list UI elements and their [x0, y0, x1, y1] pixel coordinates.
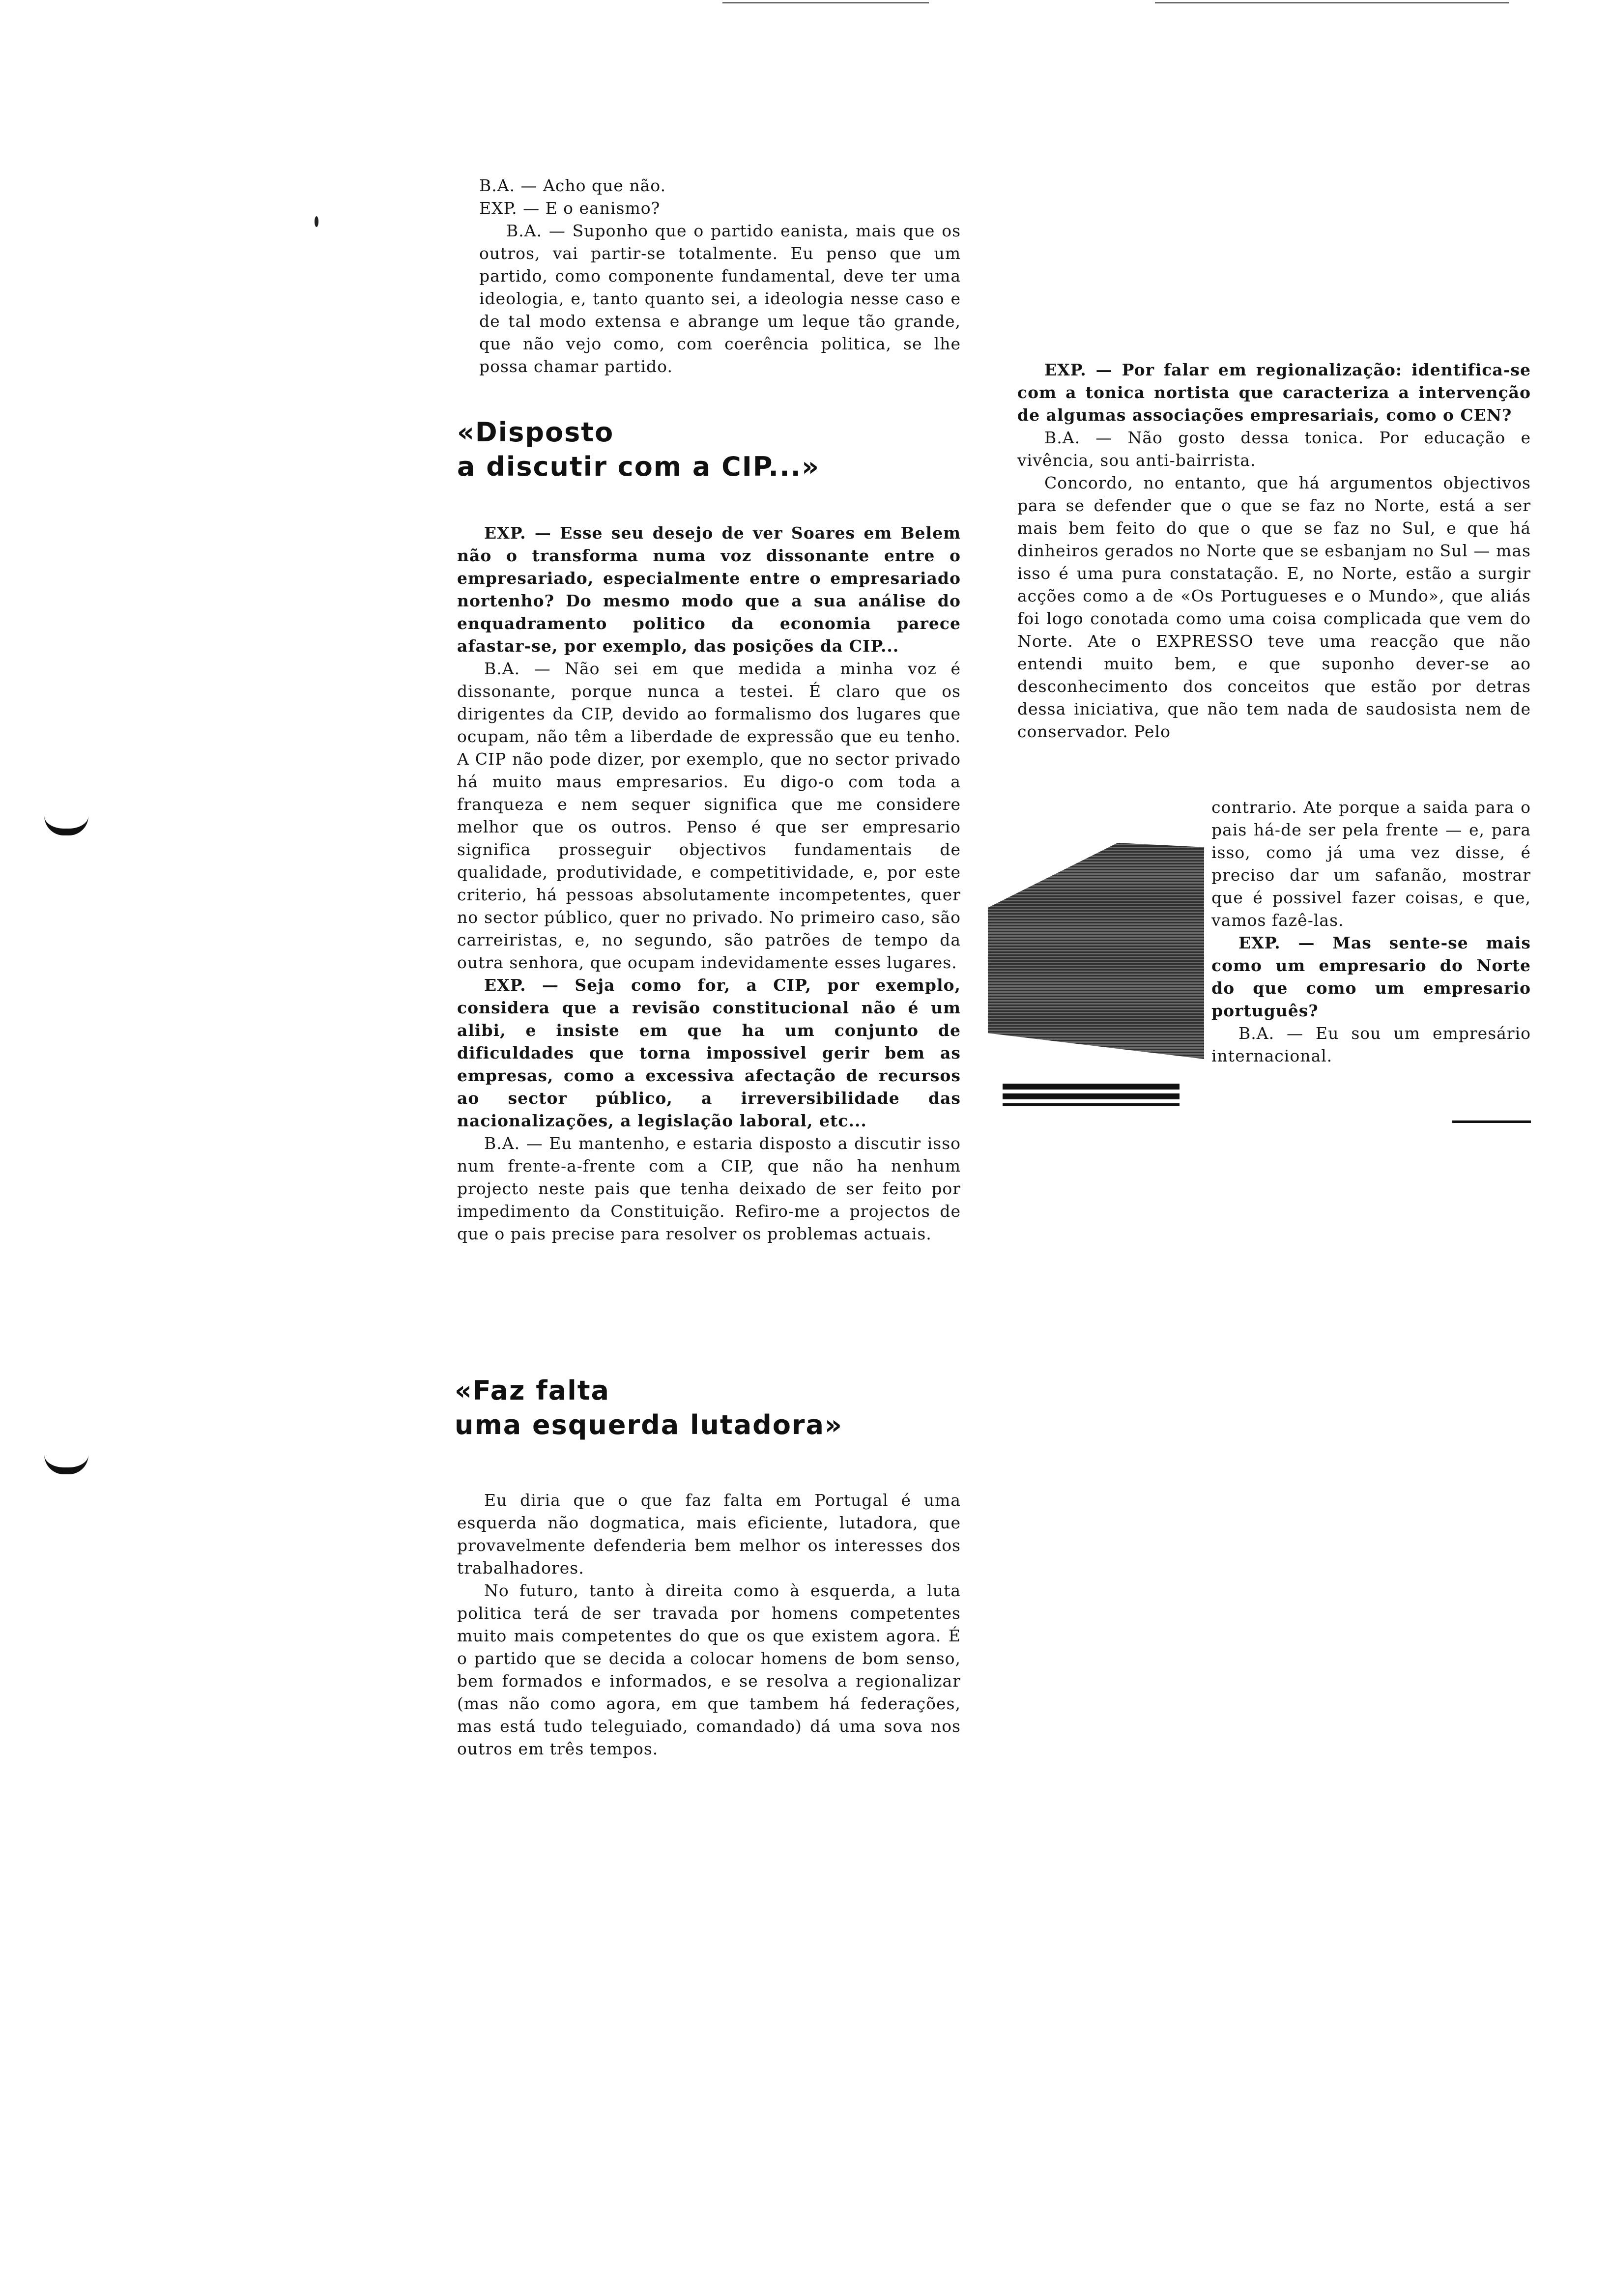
photo-rule	[1003, 1103, 1180, 1106]
heading-line: uma esquerda lutadora»	[455, 1409, 843, 1440]
paragraph: No futuro, tanto à direita como à esquerda, a luta politica terá de ser travada por homens competentes muito mais competentes do que os que existem agora. É o partido que se decida a colocar homens de bom senso, bem formados e informados, e se resolva a regionalizar (mas não como agora, em que tambem há federações, mas está tudo teleguiado, comandado) dá uma sova nos outros em três tempos.	[457, 1581, 961, 1758]
section-heading-esquerda	[455, 1374, 946, 1442]
paragraph: B.A. — Acho que não.	[479, 176, 666, 195]
paragraph-answer: B.A. — Não gosto dessa tonica. Por educação e vivência, sou anti-bairrista.	[1017, 428, 1531, 470]
heading-line: «Disposto	[457, 417, 614, 448]
paragraph: Concordo, no entanto, que há argumentos objectivos para se defender que o que se faz no Norte, está a ser mais bem feito do que o que se faz no Sul, e que há dinheiros gerados no Norte que se esbanjam no Sul — mas isso é uma pura constatação. E, no Norte, estão a surgir acções como a de «Os Portugueses e o Mundo», que aliás foi logo conotada como uma coisa complicada que vem do Norte. Ate o EXPRESSO teve uma reacção que não entendi muito bem, e que suponho dever-se ao desconhecimento dos conceitos que estão por detras dessa iniciativa, que não tem nada de saudosista nem de conservador. Pelo	[1017, 473, 1531, 741]
scan-edge-line	[722, 2, 929, 3]
paragraph-answer: B.A. — Não sei em que medida a minha voz é dissonante, porque nunca a testei. É claro que os dirigentes da CIP, devido ao formalismo dos lugares que ocupam, não têm a liberdade de expressão que eu tenho. A CIP não pode dizer, por exemplo, que no sector privado há muito maus empresarios. Eu digo-o com toda a franqueza e nem sequer significa que me considere melhor que os outros. Penso é que ser empresario significa prosseguir objectivos fundamentais de qualidade, produtividade, e competitividade, e, por este criterio, há pessoas absolutamente incompetentes, quer no sector público, quer no privado. No primeiro caso, são carreiristas, e, no segundo, são patrões de tempo da outra senhora, que ocupam indevidamente esses lugares.	[457, 659, 961, 972]
paragraph-question: EXP. — Seja como for, a CIP, por exemplo, considera que a revisão constitucional não é um alibi, e insiste em que ha um conjunto de dificuldades que torna impossivel gerir bem as empresas, como a excessiva afectação de recursos ao sector público, a irreversibilidade das nacionalizações, a legislação laboral, etc...	[457, 976, 961, 1130]
portrait-photo	[988, 843, 1204, 1059]
paragraph-answer: B.A. — Eu mantenho, e estaria disposto a discutir isso num frente-a-frente com a CIP, que não ha nenhum projecto neste pais que tenha deixado de ser feito por impedimento da Constituição. Refiro-me a projectos de que o pais precise para resolver os problemas actuais.	[457, 1134, 961, 1243]
paragraph: B.A. — Suponho que o partido eanista, mais que os outros, vai partir-se totalmente. Eu penso que um partido, como componente fundamental, deve ter uma ideologia, e, tanto quanto sei, a ideologia nesse caso e de tal modo extensa e abrange um leque tão grande, que não vejo como, com coerência politica, se lhe possa chamar partido.	[479, 221, 961, 376]
heading-line: a discutir com a CIP...»	[457, 451, 820, 482]
binder-hole-mark	[44, 816, 88, 835]
paragraph-answer: B.A. — Eu sou um empresário internacional.	[1211, 1024, 1531, 1065]
interview-continuation	[479, 174, 961, 378]
binder-hole-mark	[44, 1455, 88, 1474]
section-body-esquerda	[457, 1489, 961, 1760]
section-body-cip	[457, 522, 961, 1245]
section-body-regionalizacao	[1017, 359, 1531, 743]
section-heading-cip	[457, 415, 949, 484]
scan-speck	[315, 216, 318, 227]
paragraph: contrario. Ate porque a saida para o pais há-de ser pela frente — e, para isso, como já uma vez disse, é preciso dar um safanão, mostrar que é possivel fazer coisas, e que, vamos fazê-las.	[1211, 798, 1531, 930]
scan-edge-line	[1155, 2, 1509, 3]
paragraph-question: EXP. — Por falar em regionalização: identifica-se com a tonica nortista que caracteriza a intervenção de algumas associações empresariais, como o CEN?	[1017, 360, 1531, 425]
paragraph-question: EXP. — Mas sente-se mais como um empresario do Norte do que como um empresario português?	[1211, 933, 1531, 1020]
section-body-regionalizacao-wrap	[1211, 796, 1531, 1067]
photo-rule	[1003, 1084, 1180, 1090]
heading-line: «Faz falta	[455, 1375, 610, 1406]
photo-rule	[1003, 1093, 1180, 1099]
article-end-rule	[1452, 1120, 1531, 1123]
paragraph: EXP. — E o eanismo?	[479, 199, 661, 218]
paragraph-question: EXP. — Esse seu desejo de ver Soares em Belem não o transforma numa voz dissonante entre o empresariado, especialmente entre o empresariado nortenho? Do mesmo modo que a sua análise do enquadramento politico da economia parece afastar-se, por exemplo, das posições da CIP...	[457, 523, 961, 656]
paragraph: Eu diria que o que faz falta em Portugal é uma esquerda não dogmatica, mais eficiente, lutadora, que provavelmente defenderia bem melhor os interesses dos trabalhadores.	[457, 1491, 961, 1578]
